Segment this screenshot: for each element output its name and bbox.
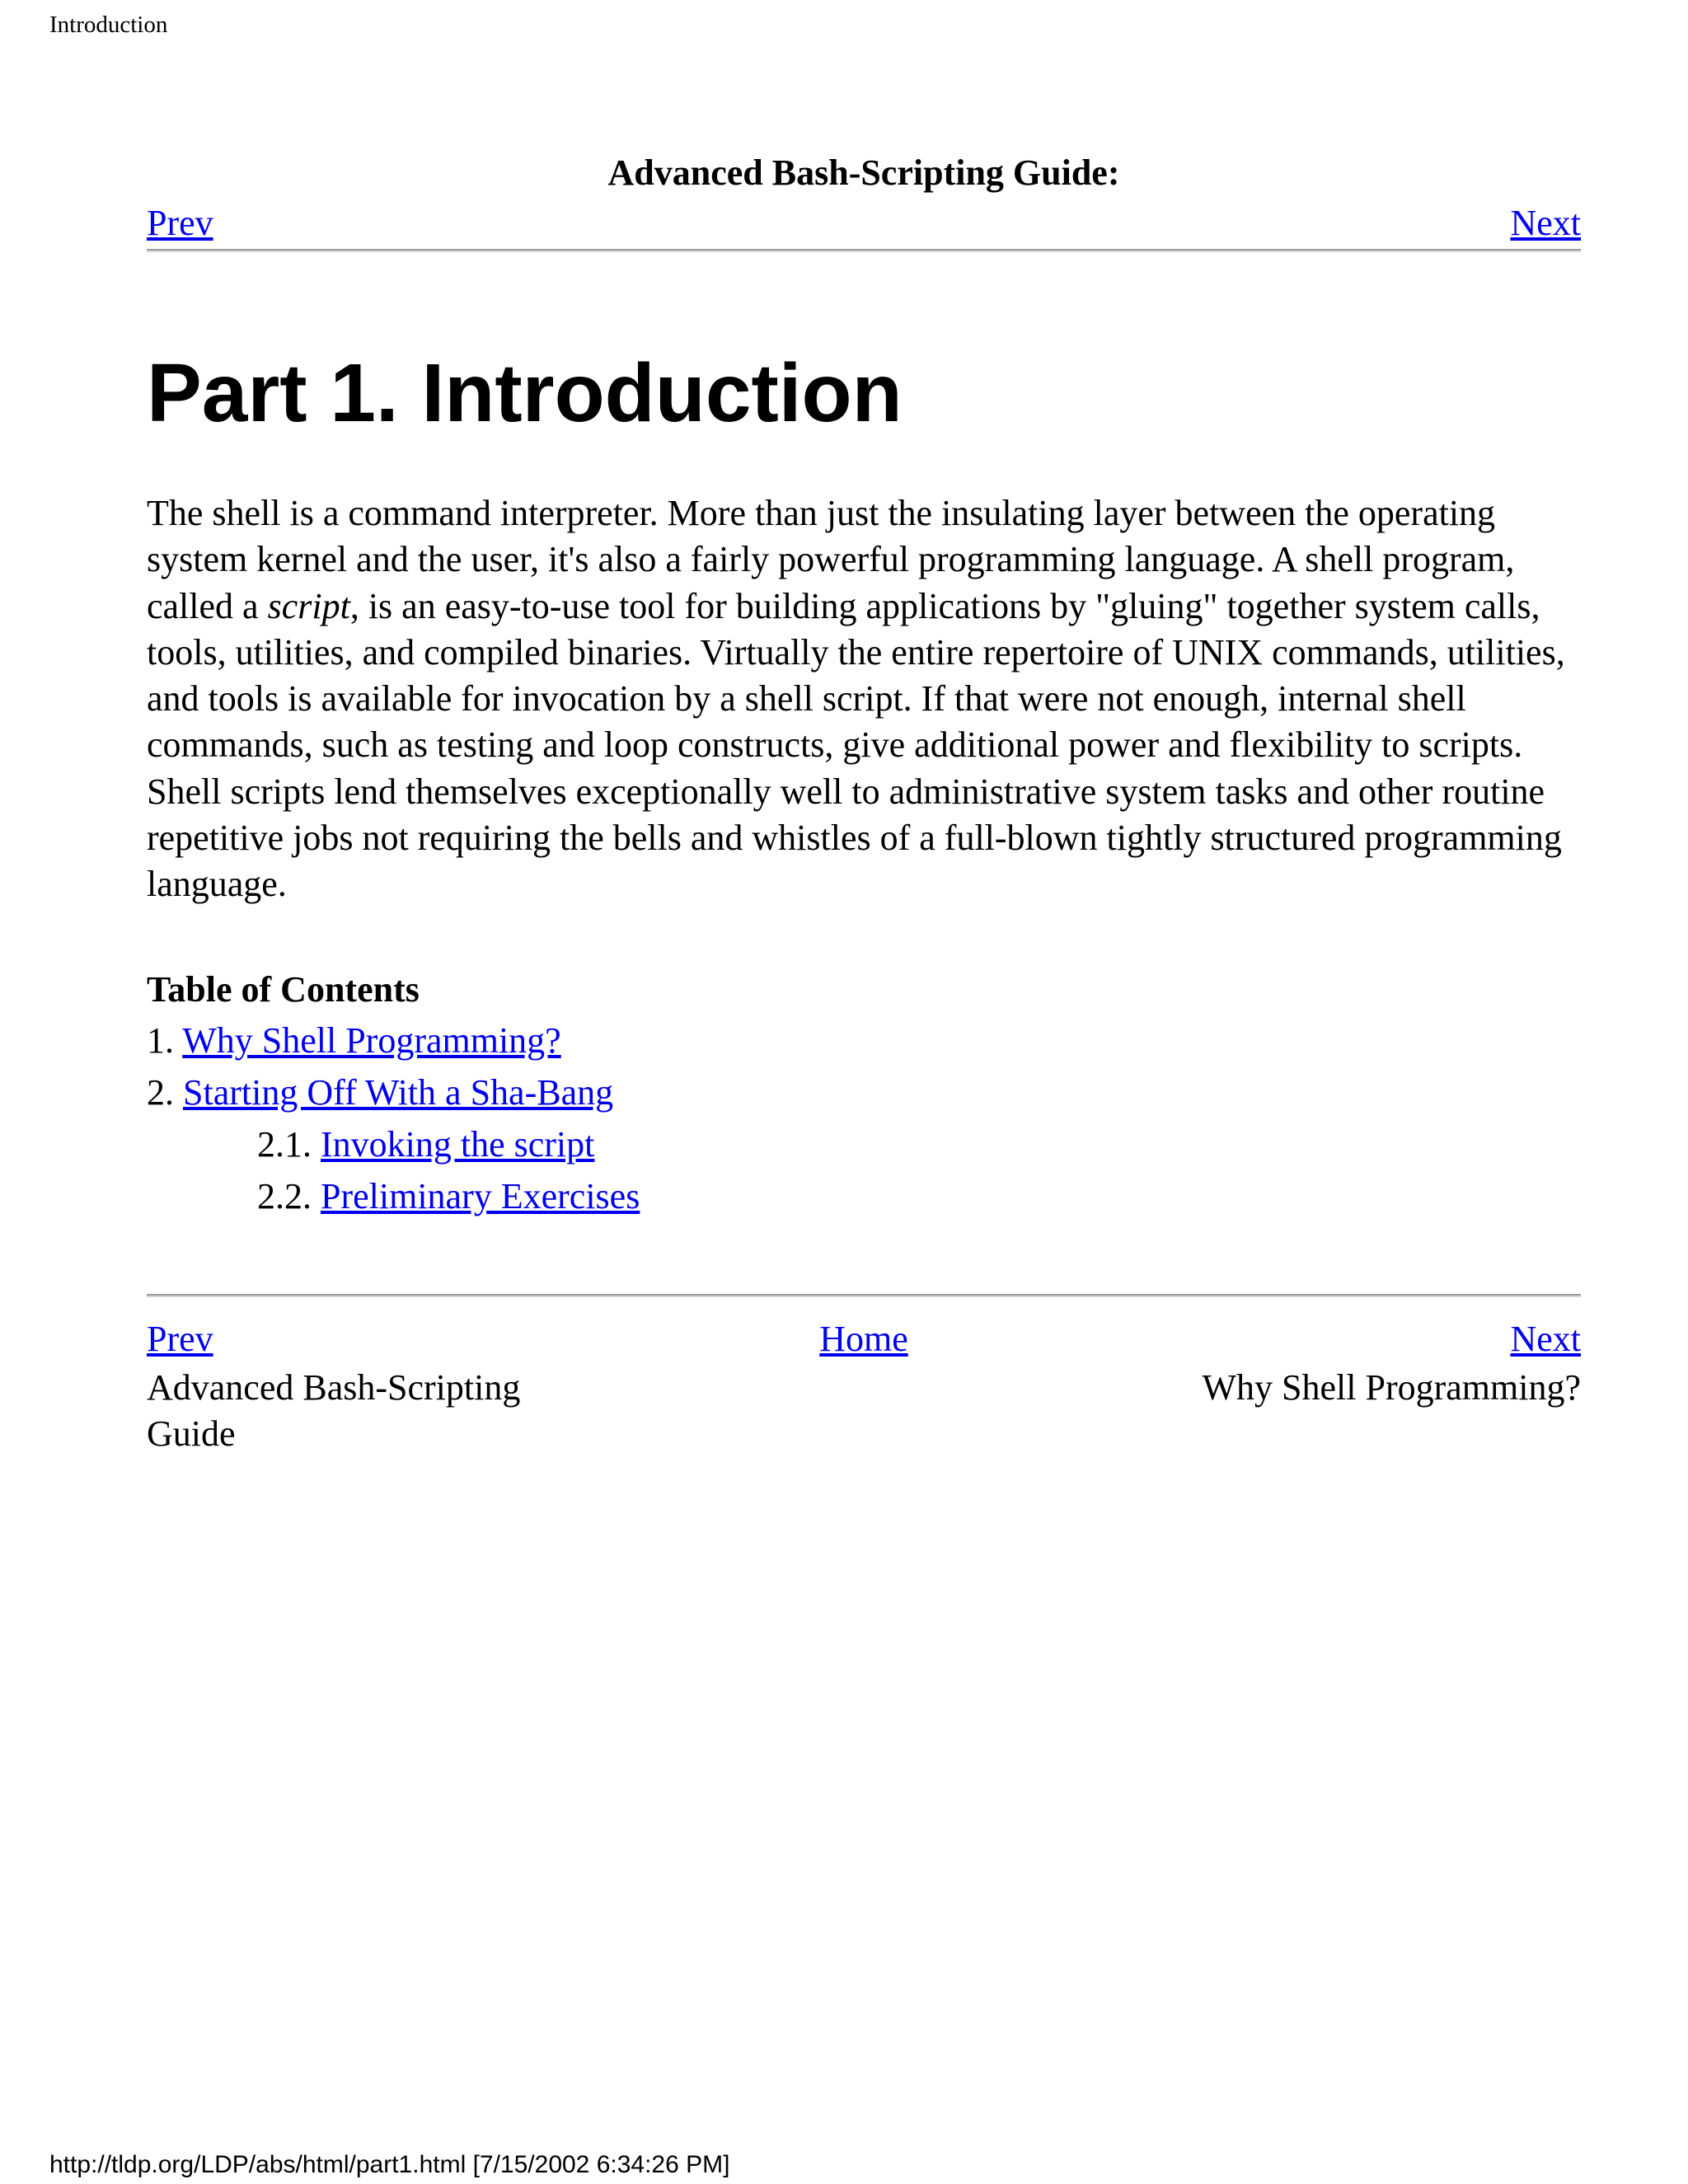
intro-text-end: , is an easy-to-use tool for building applications by "gluing" together system calls, tools, utilities, and compiled binaries. Virtually the entire repertoire of UNIX commands, utilities, and tools is available for invocation by a shell script. If that were not enough, internal shell commands, such as testing and loop constructs, give additional power and flexibility to scripts. Shell scripts lend themselves exceptionally well to administrative system tasks and other routine repetitive jobs not requiring the bells and whistles of a full-blown tightly structured programming language. (147, 585, 1565, 905)
bottom-prev-link[interactable]: Prev (147, 1319, 213, 1359)
toc-item (147, 1119, 640, 1171)
intro-paragraph (147, 490, 1581, 908)
bottom-next-cell (1004, 1314, 1581, 1411)
intro-emphasis: script (267, 585, 350, 626)
top-prev-link[interactable]: Prev (147, 203, 213, 243)
toc-link-preliminary-exercises[interactable]: Preliminary Exercises (321, 1176, 640, 1216)
top-divider (147, 249, 1581, 252)
bottom-nav-grid (147, 1314, 1581, 1479)
toc-item-number: 2.1. (257, 1124, 321, 1165)
toc-item (147, 1171, 640, 1223)
toc-item (147, 1067, 640, 1119)
print-header: Introduction (49, 12, 168, 38)
toc-item-number: 2. (147, 1072, 183, 1113)
bottom-next-title: Why Shell Programming? (1202, 1367, 1581, 1408)
top-navigation (147, 198, 1581, 249)
page-content (147, 148, 1581, 1454)
toc-link-sha-bang[interactable]: Starting Off With a Sha-Bang (183, 1072, 614, 1113)
table-of-contents (147, 964, 640, 1223)
intro-text-start: The shell is a command interpreter. More than just the insulating layer between the operating system kernel and the user, it's also a fairly powerful programming language. A shell program, called a (147, 493, 1515, 626)
bottom-navigation (147, 1294, 1581, 1479)
top-next-link[interactable]: Next (1510, 203, 1581, 243)
bottom-prev-cell (147, 1314, 608, 1457)
toc-link-why-shell-programming[interactable]: Why Shell Programming? (182, 1020, 561, 1061)
print-footer-url: http://tldp.org/LDP/abs/html/part1.html [7/15/2002 6:34:26 PM] (49, 2151, 730, 2178)
page-title: Part 1. Introduction (147, 347, 903, 439)
bottom-divider (147, 1294, 1581, 1297)
toc-item-number: 1. (147, 1020, 183, 1061)
toc-item (147, 1015, 640, 1067)
toc-heading: Table of Contents (147, 969, 420, 1010)
toc-link-invoking-the-script[interactable]: Invoking the script (321, 1124, 595, 1165)
bottom-prev-title: Advanced Bash-Scripting Guide (147, 1367, 521, 1454)
bottom-next-link[interactable]: Next (1510, 1319, 1581, 1359)
bottom-home-link[interactable]: Home (819, 1319, 908, 1359)
guide-title: Advanced Bash-Scripting Guide: (607, 152, 1120, 193)
toc-item-number: 2.2. (257, 1176, 321, 1216)
